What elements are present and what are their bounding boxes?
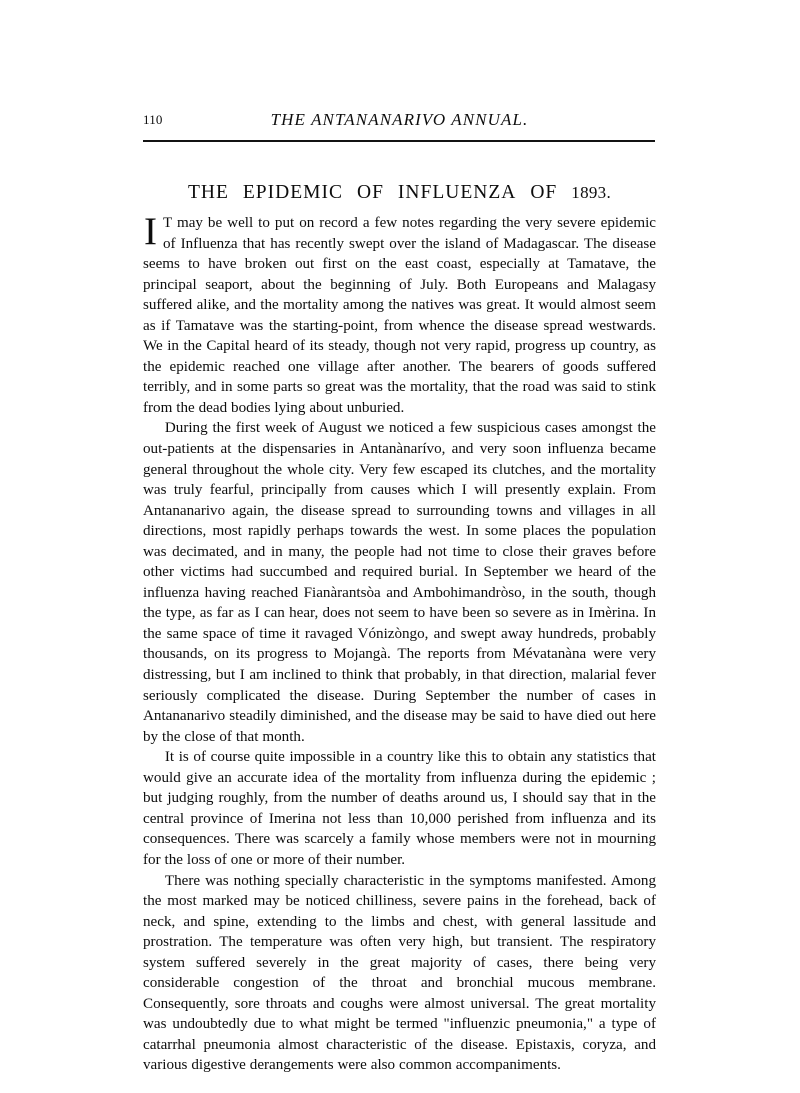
article-title [143, 182, 656, 204]
title-word-1: EPIDEMIC [242, 182, 343, 203]
running-title: THE ANTANANARIVO ANNUAL. [270, 110, 529, 129]
title-year: 1893. [571, 183, 612, 202]
header-rule [143, 140, 655, 142]
title-word-4: OF [530, 182, 558, 203]
title-word-0: THE [187, 182, 229, 203]
paragraph-4 [143, 871, 656, 1076]
drop-cap-initial: I [144, 210, 157, 253]
paragraph-2 [143, 418, 656, 747]
paragraph-4-text: There was nothing specially characteristic in the symptoms manifested. Among the most marked may be noticed chilliness, severe pains in the forehead, back of neck, and spine, extending to the limbs and chest, with general lassitude and prostration. The temperature was often very high, but transient. The respiratory system suffered severely in the great majority of cases, there being very considerable congestion of the throat and bronchial mucous membrane. Consequently, sore throats and coughs were almost universal. The great mortality was undoubtedly due to what might be termed "influenzic pneumonia," a type of catarrhal pneumonia almost characteristic of the disease. Epistaxis, coryza, and various digestive derangements were also common accompaniments. [143, 872, 656, 1074]
title-word-3: INFLUENZA [397, 182, 517, 203]
article-body [143, 210, 656, 1076]
scanned-page [143, 0, 656, 1093]
paragraph-2-text: During the first week of August we noticed a few suspicious cases amongst the out-patients at the dispensaries in Antanànarívo, and very soon influenza became general throughout the whole city. Very few escaped its clutches, and the mortality was truly fearful, principally from causes which I will presently explain. From Antananarivo again, the disease spread to surrounding towns and villages in all directions, most rapidly perhaps towards the west. In some places the population was decimated, and in many, the people had not time to close their graves before other victims had succumbed and required burial. In September we heard of the influenza having reached Fianàrantsòa and Ambohimandròso, in the south, though the type, as far as I can hear, does not seem to have been so severe as in Imèrina. In the same space of time it ravaged Vónizòngo, and swept away hundreds, probably thousands, on its progress to Mojangà. The reports from Mévatanàna were very distressing, but I am inclined to think that probably, in that direction, malarial fever seriously complicated the disease. During September the number of cases in Antananarivo steadily diminished, and the disease may be said to have died out here by the close of that month. [143, 420, 656, 745]
paragraph-1 [143, 210, 656, 418]
page-folio: 110 [143, 112, 163, 127]
title-word-2: OF [356, 182, 384, 203]
paragraph-1-text: T may be well to put on record a few notes regarding the very severe epidemic of Influenza that has recently swept over the island of Madagascar. The disease seems to have broken out first on the east coast, especially at Tamatave, the principal seaport, about the beginning of July. Both Europeans and Malagasy suffered alike, and the mortality among the natives was great. It would almost seem as if Tamatave was the starting-point, from whence the disease spread westwards. We in the Capital heard of its steady, though not very rapid, progress up country, as the epidemic reached one village after another. The bearers of goods suffered terribly, and in some parts so great was the mortality, that the road was said to stink from the dead bodies lying about unburied. [143, 215, 656, 416]
running-header [143, 110, 656, 134]
paragraph-3 [143, 747, 656, 870]
paragraph-3-text: It is of course quite impossible in a country like this to obtain any statistics that would give an accurate idea of the mortality from influenza during the epidemic ; but judging roughly, from the number of deaths around us, I should say that in the central province of Imerina not less than 10,000 perished from influenza and its consequences. There was scarcely a family whose members were not in mourning for the loss of one or more of their number. [143, 749, 656, 868]
